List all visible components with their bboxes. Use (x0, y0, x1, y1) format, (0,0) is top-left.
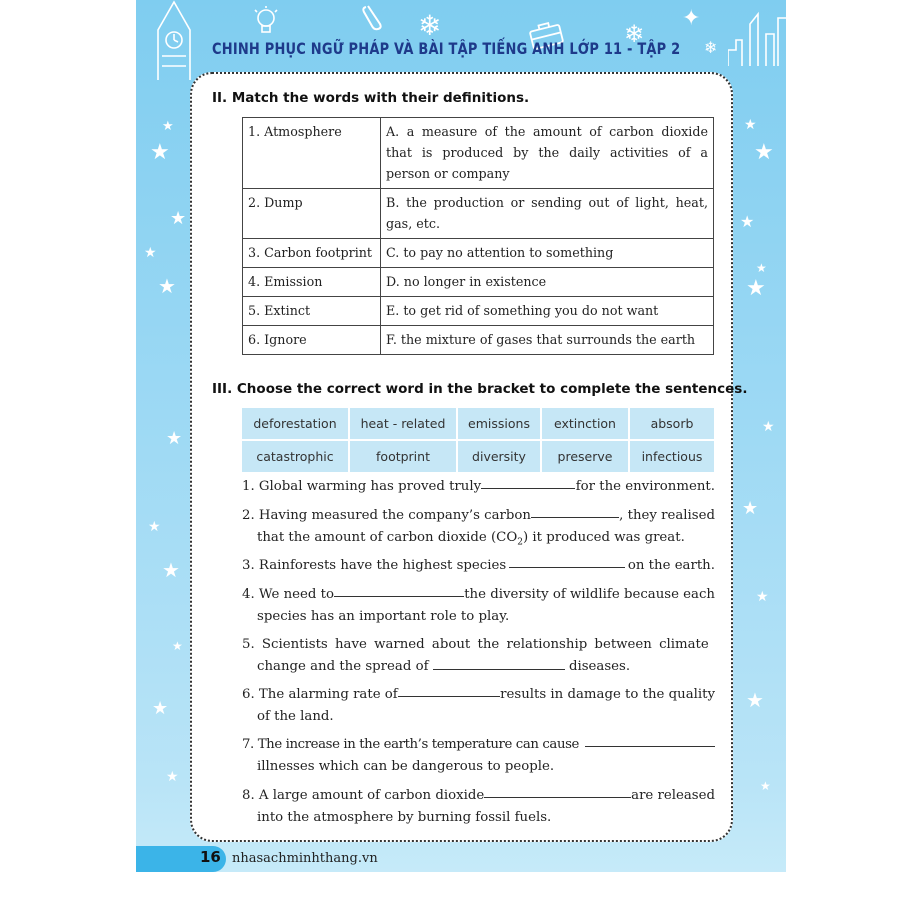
star-icon: ★ (760, 779, 771, 793)
definition-cell: B. the production or sending out of light, heat, gas, etc. (381, 189, 714, 239)
star-icon: ★ (158, 274, 176, 298)
word-bank-row (242, 408, 714, 441)
sentence-4: 4. We need to the diversity of wildlife because each species has an important role to play. (242, 584, 715, 627)
publisher-website: nhasachminhthang.vn (232, 851, 378, 866)
star-icon: ★ (162, 558, 180, 582)
word-cell: 4. Emission (243, 268, 381, 297)
word-bank-item: preserve (542, 441, 630, 474)
table-row (243, 268, 714, 297)
star-icon: ★ (746, 276, 766, 301)
star-icon: ★ (740, 212, 755, 231)
section-2-title: II. Match the words with their definitions. (212, 90, 530, 106)
star-icon: ★ (756, 589, 769, 605)
star-icon: ★ (150, 140, 170, 165)
star-icon: ★ (152, 698, 169, 719)
word-bank-row (242, 441, 714, 474)
word-bank (242, 408, 714, 474)
star-icon: ★ (744, 117, 757, 133)
answer-blank[interactable] (433, 657, 565, 670)
star-icon: ★ (172, 639, 183, 653)
page-number: 16 (200, 848, 221, 866)
star-icon: ★ (742, 498, 759, 519)
snowflake-icon: ❄ (624, 20, 645, 48)
butterfly-icon: ✦ (682, 6, 701, 31)
lightbulb-icon (254, 6, 278, 38)
sentence-8: 8. A large amount of carbon dioxide are released into the atmosphere by burning fossil fuels. (242, 785, 715, 828)
word-cell: 2. Dump (243, 189, 381, 239)
star-icon: ★ (148, 519, 161, 535)
answer-blank[interactable] (531, 505, 619, 518)
star-icon: ★ (762, 419, 775, 435)
star-icon: ★ (756, 261, 767, 275)
answer-blank[interactable] (334, 584, 464, 597)
word-bank-item: infectious (630, 441, 714, 474)
table-row (243, 326, 714, 355)
definition-cell: F. the mixture of gases that surrounds the earth (381, 326, 714, 355)
word-bank-item: heat - related (350, 408, 458, 441)
definition-cell: E. to get rid of something you do not want (381, 297, 714, 326)
star-icon: ★ (166, 428, 183, 449)
word-bank-item: deforestation (242, 408, 350, 441)
snowflake-icon: ❄ (704, 38, 718, 57)
word-bank-item: catastrophic (242, 441, 350, 474)
word-cell: 1. Atmosphere (243, 118, 381, 189)
word-bank-item: diversity (458, 441, 542, 474)
table-row (243, 189, 714, 239)
word-cell: 6. Ignore (243, 326, 381, 355)
star-icon: ★ (162, 119, 174, 134)
city-skyline-icon (728, 4, 786, 66)
answer-blank[interactable] (481, 476, 575, 489)
word-bank-item: extinction (542, 408, 630, 441)
answer-blank[interactable] (585, 734, 715, 747)
table-row (243, 239, 714, 268)
answer-blank[interactable] (398, 684, 500, 697)
star-icon: ★ (754, 140, 774, 165)
book-title-header: CHINH PHỤC NGỮ PHÁP VÀ BÀI TẬP TIẾNG ANH LỚP 11 - TẬP 2 (212, 40, 681, 59)
answer-blank[interactable] (509, 555, 625, 568)
table-row (243, 118, 714, 189)
bottom-strip (136, 872, 786, 922)
word-bank-item: emissions (458, 408, 542, 441)
star-icon: ★ (144, 245, 157, 261)
sentence-7: 7. The increase in the earth’s temperature can cause illnesses which can be dangerous to people. (242, 734, 715, 777)
word-bank-item: footprint (350, 441, 458, 474)
definition-cell: D. no longer in existence (381, 268, 714, 297)
sentence-6: 6. The alarming rate of results in damage to the quality of the land. (242, 684, 715, 727)
snowflake-icon: ❄ (418, 9, 442, 42)
word-cell: 5. Extinct (243, 297, 381, 326)
sentence-3: 3. Rainforests have the highest species on the earth. (242, 555, 715, 577)
sentence-1: 1. Global warming has proved truly for the environment. (242, 476, 715, 498)
paperclip-icon (362, 2, 386, 32)
sentence-2: 2. Having measured the company’s carbon , they realised that the amount of carbon dioxide $(CO_2)$ it produced was great. (242, 505, 715, 554)
definition-cell: C. to pay no attention to something (381, 239, 714, 268)
definition-cell: A. a measure of the amount of carbon dioxide that is produced by the daily activities of a person or company (381, 118, 714, 189)
sentence-5: 5. Scientists have warned about the relationship between climate change and the spread of diseases. (242, 637, 709, 674)
matching-table (242, 117, 714, 355)
word-bank-item: absorb (630, 408, 714, 441)
big-ben-icon (144, 0, 204, 80)
star-icon: ★ (170, 208, 187, 229)
answer-blank[interactable] (484, 785, 631, 798)
section-3-title: III. Choose the correct word in the bracket to complete the sentences. (212, 381, 748, 397)
star-icon: ★ (746, 688, 764, 712)
table-row (243, 297, 714, 326)
star-icon: ★ (166, 769, 179, 785)
word-cell: 3. Carbon footprint (243, 239, 381, 268)
